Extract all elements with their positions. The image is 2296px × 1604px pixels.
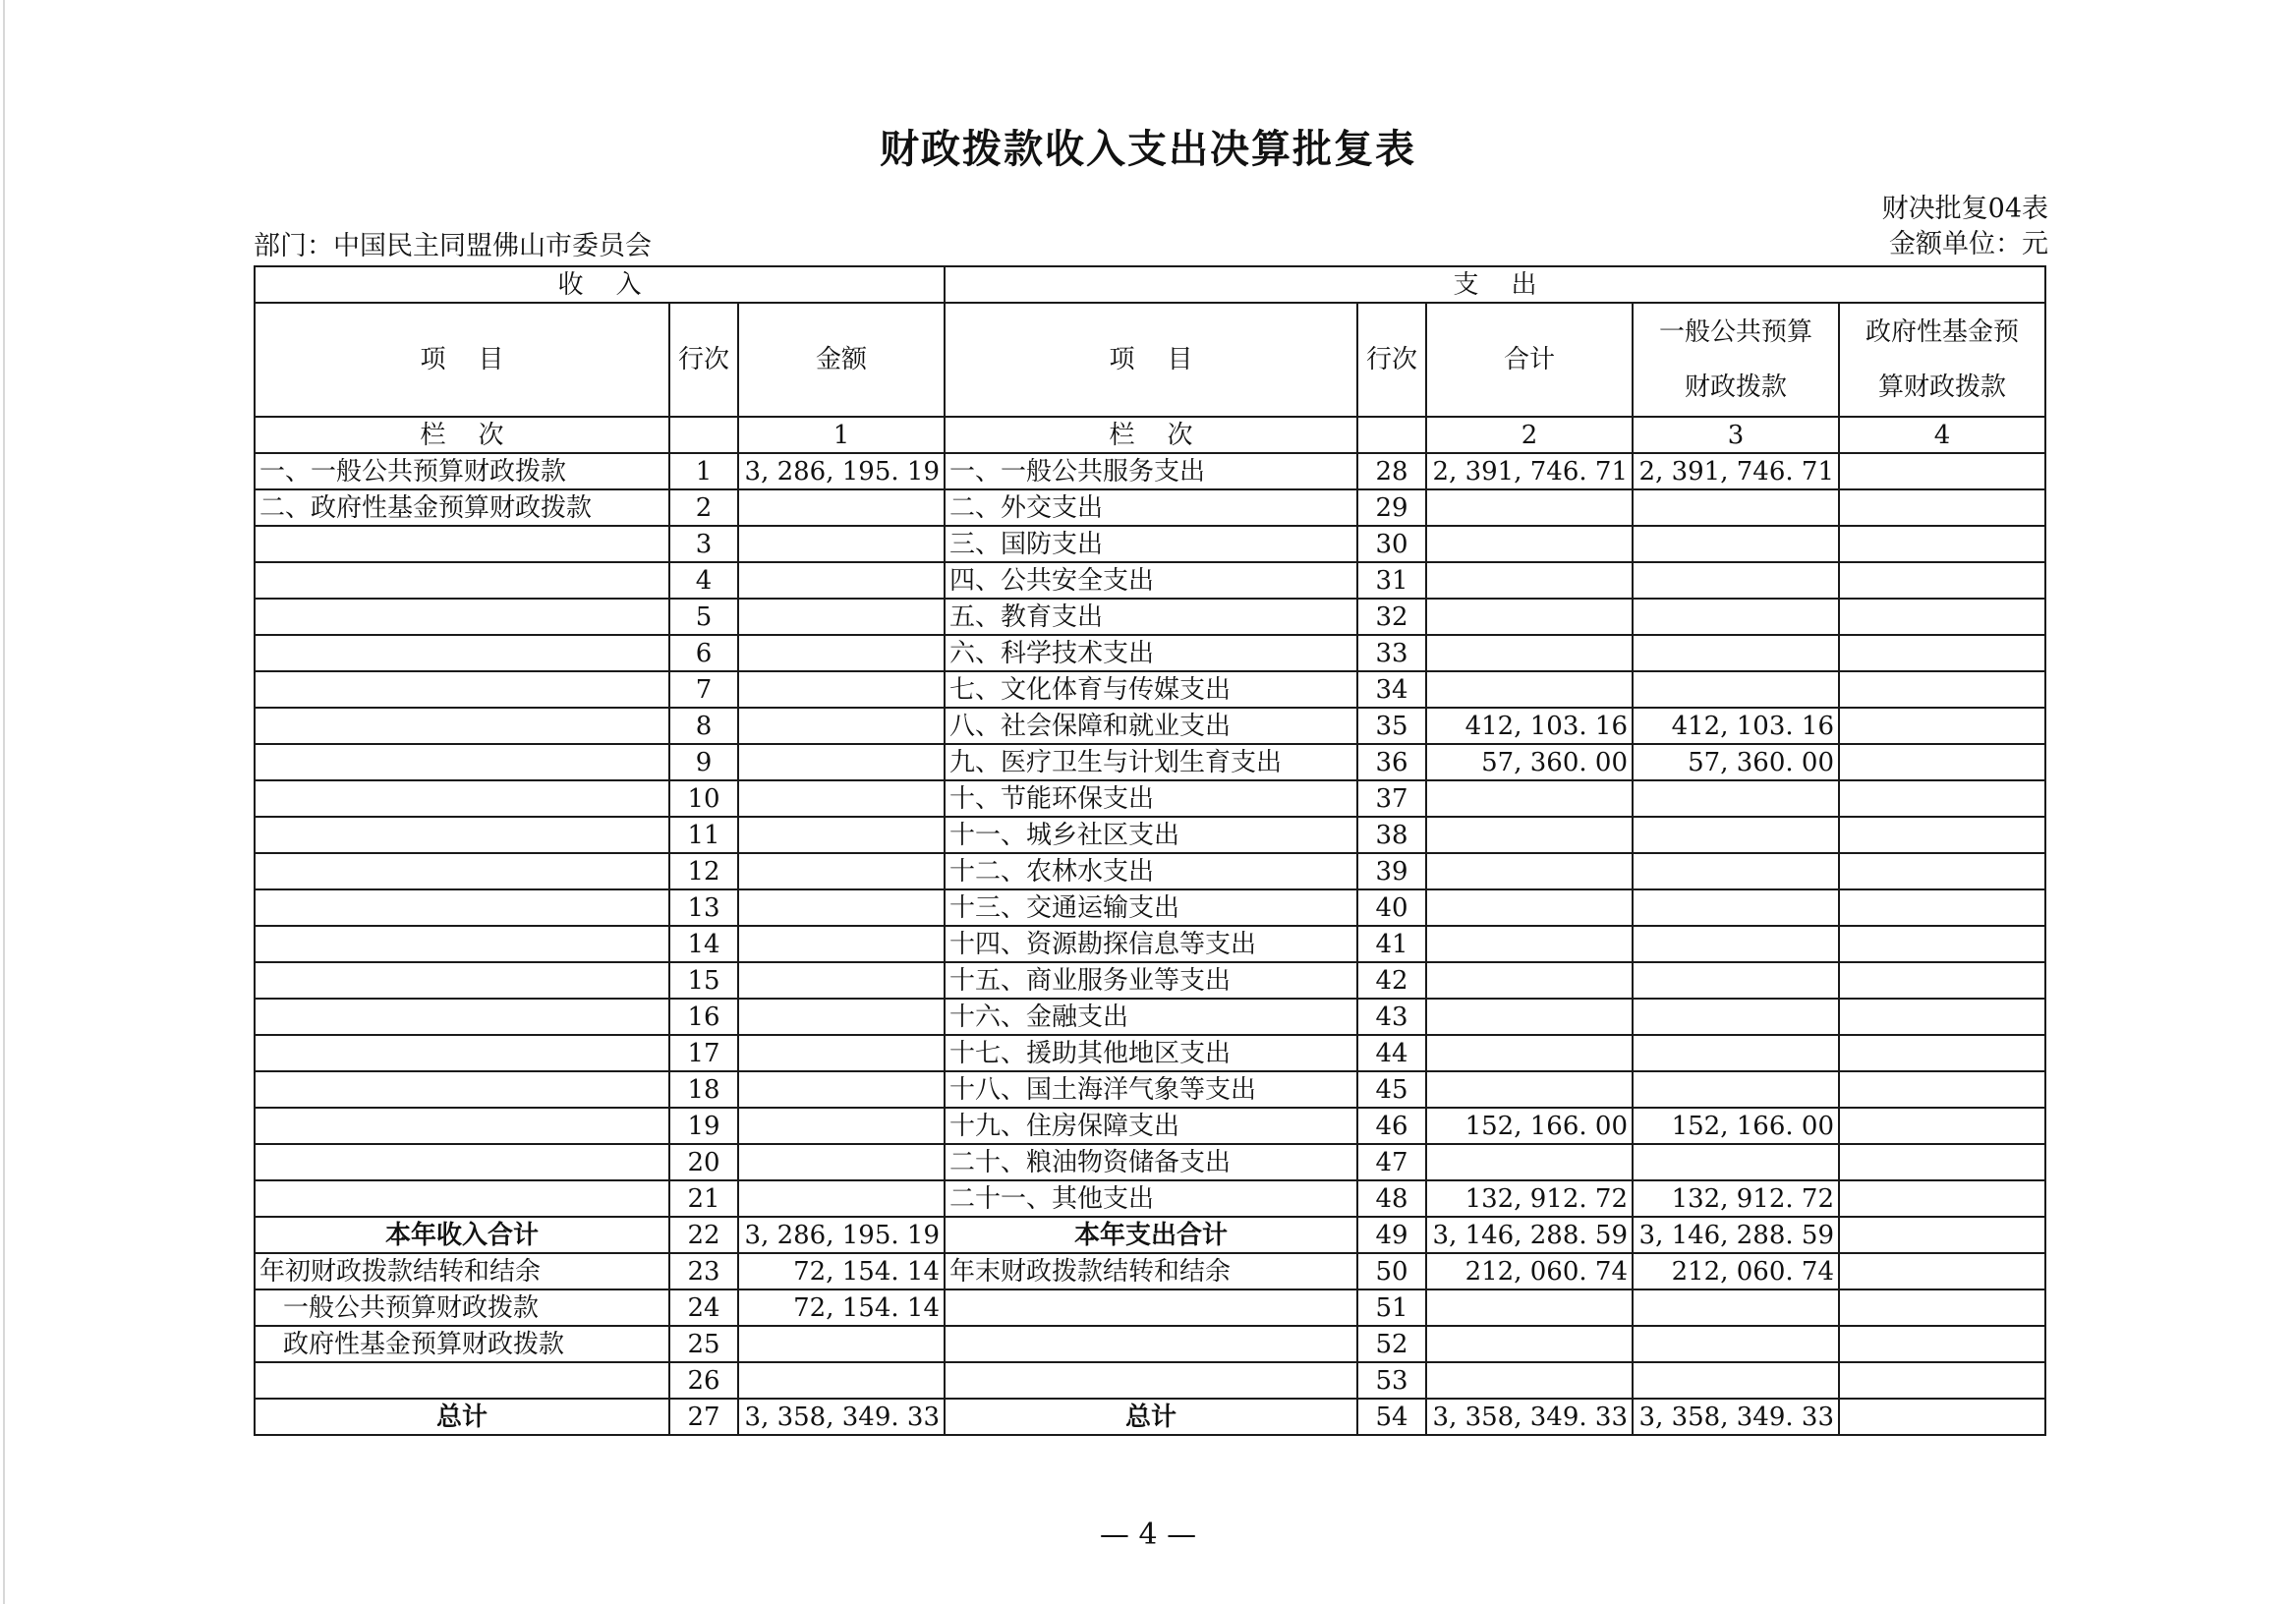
expense-line-cell: 50	[1357, 1253, 1426, 1289]
income-line-cell: 8	[669, 708, 738, 744]
income-line-cell: 23	[669, 1253, 738, 1289]
table-row	[255, 1399, 2045, 1435]
income-item-cell	[255, 926, 669, 962]
table-row	[255, 453, 2045, 489]
expense-line-cell: 31	[1357, 562, 1426, 599]
expense-fund-cell	[1839, 1108, 2045, 1144]
expense-general-cell: 152, 166. 00	[1633, 1108, 1839, 1144]
income-amount-header: 金额	[738, 303, 945, 417]
amount-unit-label: 金额单位：元	[1889, 229, 2048, 259]
expense-fund-cell	[1839, 708, 2045, 744]
expense-line-cell: 33	[1357, 635, 1426, 671]
income-item-cell	[255, 708, 669, 744]
expense-item-header: 项 目	[945, 303, 1357, 417]
table-row	[255, 853, 2045, 889]
table-row	[255, 489, 2045, 526]
expense-item-cell: 十、节能环保支出	[945, 780, 1357, 817]
income-line-cell: 19	[669, 1108, 738, 1144]
income-item-cell	[255, 853, 669, 889]
income-amount-cell	[738, 962, 945, 999]
income-line-header: 行次	[669, 303, 738, 417]
income-line-cell: 20	[669, 1144, 738, 1180]
income-amount-cell	[738, 853, 945, 889]
income-line-cell: 4	[669, 562, 738, 599]
expense-item-cell: 一、一般公共服务支出	[945, 453, 1357, 489]
page-title: 财政拨款收入支出决算批复表	[880, 127, 1416, 172]
income-line-cell: 11	[669, 817, 738, 853]
income-line-cell: 24	[669, 1289, 738, 1326]
expense-general-cell: 57, 360. 00	[1633, 744, 1839, 780]
income-amount-cell	[738, 635, 945, 671]
income-line-cell: 6	[669, 635, 738, 671]
expense-item-cell: 十七、援助其他地区支出	[945, 1035, 1357, 1071]
expense-item-cell	[945, 1362, 1357, 1399]
expense-line-cell: 53	[1357, 1362, 1426, 1399]
table-row	[255, 962, 2045, 999]
expense-fund-cell	[1839, 1217, 2045, 1253]
income-line-cell: 15	[669, 962, 738, 999]
income-item-header: 项 目	[255, 303, 669, 417]
expense-general-cell	[1633, 1144, 1839, 1180]
income-amount-cell	[738, 1071, 945, 1108]
expense-line-cell: 28	[1357, 453, 1426, 489]
income-line-cell: 18	[669, 1071, 738, 1108]
income-amount-cell	[738, 599, 945, 635]
income-item-cell	[255, 599, 669, 635]
expense-line-cell: 54	[1357, 1399, 1426, 1435]
table-row	[255, 1035, 2045, 1071]
expense-item-cell: 五、教育支出	[945, 599, 1357, 635]
income-amount-cell	[738, 780, 945, 817]
table-row	[255, 926, 2045, 962]
table-row	[255, 780, 2045, 817]
income-amount-cell	[738, 489, 945, 526]
table-row	[255, 1108, 2045, 1144]
expense-total-cell	[1426, 671, 1633, 708]
income-line-cell: 2	[669, 489, 738, 526]
income-amount-cell: 3, 358, 349. 33	[738, 1399, 945, 1435]
income-item-cell: 年初财政拨款结转和结余	[255, 1253, 669, 1289]
expense-fund-cell	[1839, 1180, 2045, 1217]
expense-fund-cell	[1839, 1326, 2045, 1362]
table-row	[255, 1362, 2045, 1399]
expense-line-cell: 30	[1357, 526, 1426, 562]
table-row	[255, 1326, 2045, 1362]
income-amount-cell	[738, 1180, 945, 1217]
table-row	[255, 562, 2045, 599]
expense-item-cell: 二十、粮油物资储备支出	[945, 1144, 1357, 1180]
expense-fund-cell	[1839, 1253, 2045, 1289]
table-row	[255, 526, 2045, 562]
column-header-row	[255, 303, 2045, 417]
expense-item-cell: 本年支出合计	[945, 1217, 1357, 1253]
expense-general-cell	[1633, 1289, 1839, 1326]
expense-fund-cell	[1839, 817, 2045, 853]
expense-total-cell	[1426, 562, 1633, 599]
expense-total-header: 合计	[1426, 303, 1633, 417]
expense-total-cell	[1426, 926, 1633, 962]
expense-line-cell: 35	[1357, 708, 1426, 744]
income-item-cell	[255, 889, 669, 926]
expense-general-cell	[1633, 962, 1839, 999]
expense-total-cell: 3, 146, 288. 59	[1426, 1217, 1633, 1253]
expense-item-cell: 十九、住房保障支出	[945, 1108, 1357, 1144]
expense-fund-cell	[1839, 853, 2045, 889]
expense-item-cell: 二、外交支出	[945, 489, 1357, 526]
expense-total-cell	[1426, 962, 1633, 999]
expense-fund-cell	[1839, 1289, 2045, 1326]
income-line-cell: 7	[669, 671, 738, 708]
expense-total-cell	[1426, 1362, 1633, 1399]
expense-general-cell: 3, 358, 349. 33	[1633, 1399, 1839, 1435]
expense-line-cell: 39	[1357, 853, 1426, 889]
expense-item-cell	[945, 1289, 1357, 1326]
income-item-cell	[255, 744, 669, 780]
income-line-cell: 5	[669, 599, 738, 635]
expense-total-cell	[1426, 853, 1633, 889]
expense-general-cell: 212, 060. 74	[1633, 1253, 1839, 1289]
section-header-row	[255, 266, 2045, 303]
expense-line-cell: 36	[1357, 744, 1426, 780]
expense-line-cell: 44	[1357, 1035, 1426, 1071]
expense-item-cell: 十三、交通运输支出	[945, 889, 1357, 926]
table-row	[255, 999, 2045, 1035]
expense-total-cell: 152, 166. 00	[1426, 1108, 1633, 1144]
expense-fund-cell	[1839, 926, 2045, 962]
income-amount-cell	[738, 1035, 945, 1071]
column-number-2: 2	[1426, 417, 1633, 453]
income-amount-cell	[738, 526, 945, 562]
expense-general-cell	[1633, 1362, 1839, 1399]
income-item-cell	[255, 562, 669, 599]
table-row	[255, 635, 2045, 671]
scan-edge-line	[3, 0, 5, 1604]
expense-line-header: 行次	[1357, 303, 1426, 417]
expense-line-cell: 43	[1357, 999, 1426, 1035]
expense-general-cell: 412, 103. 16	[1633, 708, 1839, 744]
expense-fund-cell	[1839, 889, 2045, 926]
income-item-cell	[255, 999, 669, 1035]
expense-total-cell: 132, 912. 72	[1426, 1180, 1633, 1217]
income-item-cell: 一般公共预算财政拨款	[255, 1289, 669, 1326]
expense-fund-header: 政府性基金预算财政拨款	[1839, 303, 2045, 417]
expense-total-cell: 57, 360. 00	[1426, 744, 1633, 780]
income-amount-cell	[738, 1108, 945, 1144]
table-row	[255, 1071, 2045, 1108]
expense-line-cell: 47	[1357, 1144, 1426, 1180]
income-amount-cell	[738, 999, 945, 1035]
expense-item-cell: 十六、金融支出	[945, 999, 1357, 1035]
expense-line-cell: 40	[1357, 889, 1426, 926]
page-number: — 4 —	[1099, 1518, 1197, 1552]
income-item-cell	[255, 817, 669, 853]
income-item-cell: 总计	[255, 1399, 669, 1435]
expense-line-cell: 41	[1357, 926, 1426, 962]
income-line-cell: 1	[669, 453, 738, 489]
income-item-cell	[255, 1180, 669, 1217]
column-number-blank	[669, 417, 738, 453]
income-item-cell	[255, 1362, 669, 1399]
expense-item-cell: 三、国防支出	[945, 526, 1357, 562]
table-row	[255, 599, 2045, 635]
expense-general-cell: 2, 391, 746. 71	[1633, 453, 1839, 489]
expense-fund-cell	[1839, 599, 2045, 635]
expense-total-cell	[1426, 999, 1633, 1035]
expense-general-cell	[1633, 999, 1839, 1035]
income-item-cell	[255, 1108, 669, 1144]
income-line-cell: 21	[669, 1180, 738, 1217]
income-line-cell: 3	[669, 526, 738, 562]
expense-fund-cell	[1839, 635, 2045, 671]
expense-general-cell	[1633, 599, 1839, 635]
expense-line-cell: 52	[1357, 1326, 1426, 1362]
budget-table	[254, 265, 2046, 1436]
income-item-cell	[255, 962, 669, 999]
expense-fund-cell	[1839, 744, 2045, 780]
expense-fund-cell	[1839, 453, 2045, 489]
income-line-cell: 27	[669, 1399, 738, 1435]
expense-total-cell	[1426, 1144, 1633, 1180]
income-amount-cell	[738, 926, 945, 962]
expense-total-cell: 212, 060. 74	[1426, 1253, 1633, 1289]
expense-fund-cell	[1839, 1071, 2045, 1108]
expense-total-cell	[1426, 780, 1633, 817]
expense-general-cell	[1633, 635, 1839, 671]
expense-total-cell	[1426, 1289, 1633, 1326]
table-row	[255, 708, 2045, 744]
expense-item-cell: 年末财政拨款结转和结余	[945, 1253, 1357, 1289]
expense-item-cell: 四、公共安全支出	[945, 562, 1357, 599]
expense-general-cell	[1633, 1071, 1839, 1108]
income-amount-cell	[738, 1362, 945, 1399]
expense-item-cell	[945, 1326, 1357, 1362]
expense-item-cell: 十一、城乡社区支出	[945, 817, 1357, 853]
expense-line-cell: 49	[1357, 1217, 1426, 1253]
expense-total-cell	[1426, 1035, 1633, 1071]
income-amount-cell: 72, 154. 14	[738, 1253, 945, 1289]
expense-fund-cell	[1839, 1362, 2045, 1399]
income-item-cell	[255, 1071, 669, 1108]
income-item-cell: 政府性基金预算财政拨款	[255, 1326, 669, 1362]
income-amount-cell	[738, 817, 945, 853]
table-row	[255, 744, 2045, 780]
expense-fund-cell	[1839, 1399, 2045, 1435]
income-item-cell	[255, 1035, 669, 1071]
table-row	[255, 1217, 2045, 1253]
expense-line-cell: 42	[1357, 962, 1426, 999]
income-line-cell: 16	[669, 999, 738, 1035]
expense-item-cell: 总计	[945, 1399, 1357, 1435]
income-line-cell: 12	[669, 853, 738, 889]
income-item-cell	[255, 671, 669, 708]
expense-general-cell	[1633, 1035, 1839, 1071]
income-amount-cell	[738, 1326, 945, 1362]
expense-general-cell: 132, 912. 72	[1633, 1180, 1839, 1217]
expense-general-cell	[1633, 853, 1839, 889]
expense-general-cell	[1633, 562, 1839, 599]
expense-fund-cell	[1839, 562, 2045, 599]
expense-line-cell: 32	[1357, 599, 1426, 635]
income-item-cell: 二、政府性基金预算财政拨款	[255, 489, 669, 526]
expense-total-cell	[1426, 889, 1633, 926]
income-amount-cell: 3, 286, 195. 19	[738, 1217, 945, 1253]
expense-general-cell: 3, 146, 288. 59	[1633, 1217, 1839, 1253]
expense-total-cell: 412, 103. 16	[1426, 708, 1633, 744]
expense-general-header: 一般公共预算财政拨款	[1633, 303, 1839, 417]
column-number-3: 3	[1633, 417, 1839, 453]
income-amount-cell: 3, 286, 195. 19	[738, 453, 945, 489]
department-label: 部门：中国民主同盟佛山市委员会	[254, 231, 652, 261]
income-item-cell: 一、一般公共预算财政拨款	[255, 453, 669, 489]
expense-general-cell	[1633, 489, 1839, 526]
expense-line-cell: 37	[1357, 780, 1426, 817]
income-line-cell: 25	[669, 1326, 738, 1362]
expense-line-cell: 51	[1357, 1289, 1426, 1326]
expense-item-cell: 十五、商业服务业等支出	[945, 962, 1357, 999]
table-row	[255, 1180, 2045, 1217]
income-line-cell: 22	[669, 1217, 738, 1253]
expense-line-cell: 46	[1357, 1108, 1426, 1144]
expense-total-cell	[1426, 599, 1633, 635]
expense-item-cell: 六、科学技术支出	[945, 635, 1357, 671]
expense-total-cell	[1426, 489, 1633, 526]
income-line-cell: 10	[669, 780, 738, 817]
expense-total-cell: 2, 391, 746. 71	[1426, 453, 1633, 489]
expense-fund-cell	[1839, 489, 2045, 526]
column-number-1: 1	[738, 417, 945, 453]
expense-fund-cell	[1839, 999, 2045, 1035]
expense-total-cell	[1426, 526, 1633, 562]
table-row	[255, 889, 2045, 926]
expense-general-cell	[1633, 780, 1839, 817]
expense-item-cell: 八、社会保障和就业支出	[945, 708, 1357, 744]
income-amount-cell	[738, 708, 945, 744]
expense-item-cell: 十二、农林水支出	[945, 853, 1357, 889]
income-item-cell	[255, 635, 669, 671]
expense-line-cell: 45	[1357, 1071, 1426, 1108]
expense-fund-cell	[1839, 526, 2045, 562]
income-section-header: 收 入	[255, 266, 945, 303]
expense-general-cell	[1633, 1326, 1839, 1362]
expense-line-cell: 29	[1357, 489, 1426, 526]
income-item-cell	[255, 780, 669, 817]
expense-line-cell: 48	[1357, 1180, 1426, 1217]
income-line-cell: 26	[669, 1362, 738, 1399]
expense-fund-cell	[1839, 1035, 2045, 1071]
form-number: 财决批复04表	[1881, 194, 2048, 224]
expense-item-cell: 十八、国土海洋气象等支出	[945, 1071, 1357, 1108]
expense-general-cell	[1633, 817, 1839, 853]
income-amount-cell	[738, 1144, 945, 1180]
income-item-cell: 本年收入合计	[255, 1217, 669, 1253]
column-number-row	[255, 417, 2045, 453]
income-item-cell	[255, 1144, 669, 1180]
table-row	[255, 1144, 2045, 1180]
table-row	[255, 1289, 2045, 1326]
expense-item-cell: 九、医疗卫生与计划生育支出	[945, 744, 1357, 780]
income-amount-cell: 72, 154. 14	[738, 1289, 945, 1326]
income-amount-cell	[738, 562, 945, 599]
expense-line-cell: 34	[1357, 671, 1426, 708]
expense-total-cell	[1426, 635, 1633, 671]
expense-fund-cell	[1839, 1144, 2045, 1180]
income-line-cell: 13	[669, 889, 738, 926]
table-row	[255, 671, 2045, 708]
column-number-blank	[1357, 417, 1426, 453]
income-item-cell	[255, 526, 669, 562]
column-label-income: 栏 次	[255, 417, 669, 453]
expense-total-cell	[1426, 817, 1633, 853]
expense-general-cell	[1633, 526, 1839, 562]
expense-total-cell	[1426, 1071, 1633, 1108]
column-number-4: 4	[1839, 417, 2045, 453]
table-row	[255, 1253, 2045, 1289]
expense-fund-cell	[1839, 962, 2045, 999]
expense-total-cell	[1426, 1326, 1633, 1362]
expense-line-cell: 38	[1357, 817, 1426, 853]
income-amount-cell	[738, 744, 945, 780]
income-amount-cell	[738, 671, 945, 708]
income-line-cell: 14	[669, 926, 738, 962]
expense-section-header: 支 出	[945, 266, 2045, 303]
expense-fund-cell	[1839, 671, 2045, 708]
expense-total-cell: 3, 358, 349. 33	[1426, 1399, 1633, 1435]
expense-item-cell: 七、文化体育与传媒支出	[945, 671, 1357, 708]
expense-item-cell: 二十一、其他支出	[945, 1180, 1357, 1217]
expense-general-cell	[1633, 926, 1839, 962]
column-label-expense: 栏 次	[945, 417, 1357, 453]
expense-general-cell	[1633, 889, 1839, 926]
table-row	[255, 817, 2045, 853]
expense-general-cell	[1633, 671, 1839, 708]
income-line-cell: 17	[669, 1035, 738, 1071]
expense-fund-cell	[1839, 780, 2045, 817]
income-line-cell: 9	[669, 744, 738, 780]
expense-item-cell: 十四、资源勘探信息等支出	[945, 926, 1357, 962]
income-amount-cell	[738, 889, 945, 926]
